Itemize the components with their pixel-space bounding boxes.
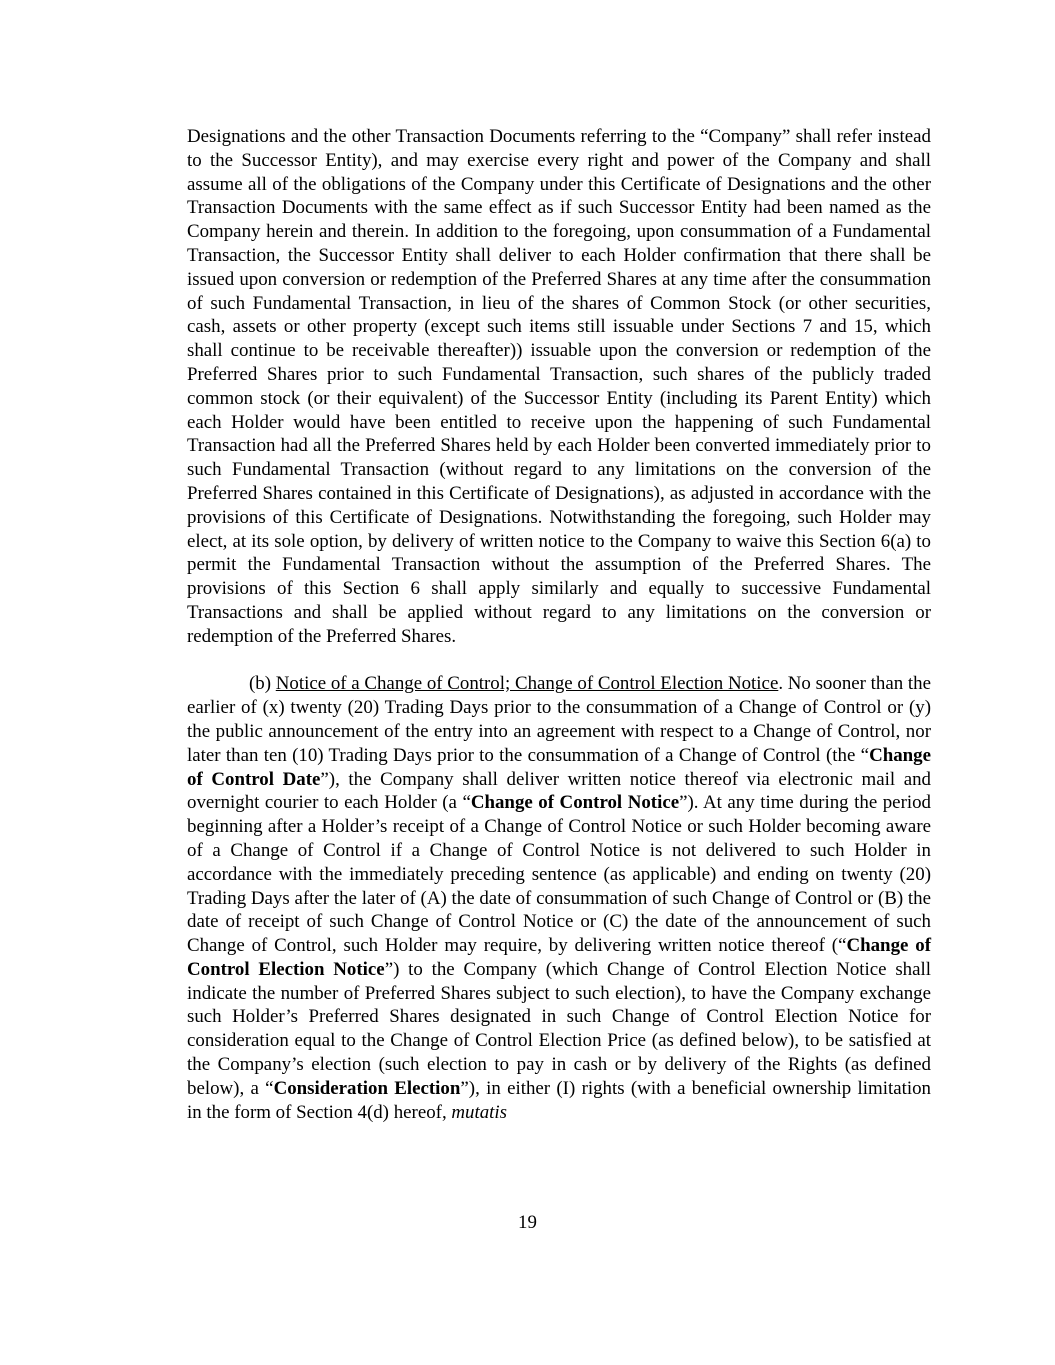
section-b-text-3: ”). At any time during the period beginning after a Holder’s receipt of a Change of Control Notice or such Holder becoming aware of a Change of Control if a Change of Control Notice is not delivered to such Holder in accordance with the immediately preceding sentence (as applicable) and ending on twenty (20) Trading Days after the later of (A) the date of consummation of such Change of Control or (B) the date of receipt of such Change of Control Notice or (C) the date of the announcement of such Change of Control, such Holder may require, by delivering written notice thereof (“ [187,792,931,957]
defined-term-consideration-election: Consideration Election [273,1077,461,1099]
section-b-text-1: . No sooner than the earlier of (x) twenty (20) Trading Days prior to the consummation of a Change of Control or (y) the public announcement of the entry into an agreement with respect to a Change of Control, nor later than ten (10) Trading Days prior to the consummation of a Change of Control (the “ [187,673,931,766]
paragraph-section-b [187,672,931,1124]
section-b-text-5: ”), in either (I) rights (with a beneficial ownership limitation in the form of Section 4(d) hereof, [187,1077,931,1123]
paragraph-continued: Designations and the other Transaction Documents referring to the “Company” shall refer instead to the Successor Entity), and may exercise every right and power of the Company and shall assume all of the obligations of the Company under this Certificate of Designations and the other Transaction Documents with the same effect as if such Successor Entity had been named as the Company herein and therein. In addition to the foregoing, upon consummation of a Fundamental Transaction, the Successor Entity shall deliver to each Holder confirmation that there shall be issued upon conversion or redemption of the Preferred Shares at any time after the consummation of such Fundamental Transaction, in lieu of the shares of Common Stock (or other securities, cash, assets or other property (except such items still issuable under Sections 7 and 15, which shall continue to be receivable thereafter)) issuable upon the conversion or redemption of the Preferred Shares prior to such Fundamental Transaction, such shares of the publicly traded common stock (or their equivalent) of the Successor Entity (including its Parent Entity) which each Holder would have been entitled to receive upon the happening of such Fundamental Transaction had all the Preferred Shares held by each Holder been converted immediately prior to such Fundamental Transaction (without regard to any limitations on the conversion of the Preferred Shares contained in this Certificate of Designations), as adjusted in accordance with the provisions of this Certificate of Designations. Notwithstanding the foregoing, such Holder may elect, at its sole option, by delivery of written notice to the Company to waive this Section 6(a) to permit the Fundamental Transaction without the assumption of the Preferred Shares. The provisions of this Section 6 shall apply similarly and equally to successive Fundamental Transactions and shall be applied without regard to any limitations on the conversion or redemption of the Preferred Shares. [187,126,931,647]
page-number: 19 [518,1212,537,1233]
defined-term-change-of-control-notice: Change of Control Notice [470,792,680,814]
section-b-text-2: ”), the Company shall deliver written notice thereof via electronic mail and overnight courier to each Holder (a “ [187,768,931,814]
section-b-italic-end: mutatis [451,1101,508,1123]
defined-term-change-of-control-date: Change of Control Date [187,744,931,790]
section-b-heading: Notice of a Change of Control; Change of Control Election Notice [275,673,779,695]
document-body [187,125,931,1124]
section-b-label: (b) [249,673,276,695]
defined-term-change-of-control-election-notice: Change of Control Election Notice [187,935,932,980]
section-b-text-4: ”) to the Company (which Change of Control Election Notice shall indicate the number of Preferred Shares subject to such election), to have the Company exchange such Holder’s Preferred Shares designated in such Change of Control Election Notice for consideration equal to the Change of Control Election Price (as defined below), to be satisfied at the Company’s election (such election to pay in cash or by delivery of the Rights (as defined below), a “ [187,958,931,1099]
